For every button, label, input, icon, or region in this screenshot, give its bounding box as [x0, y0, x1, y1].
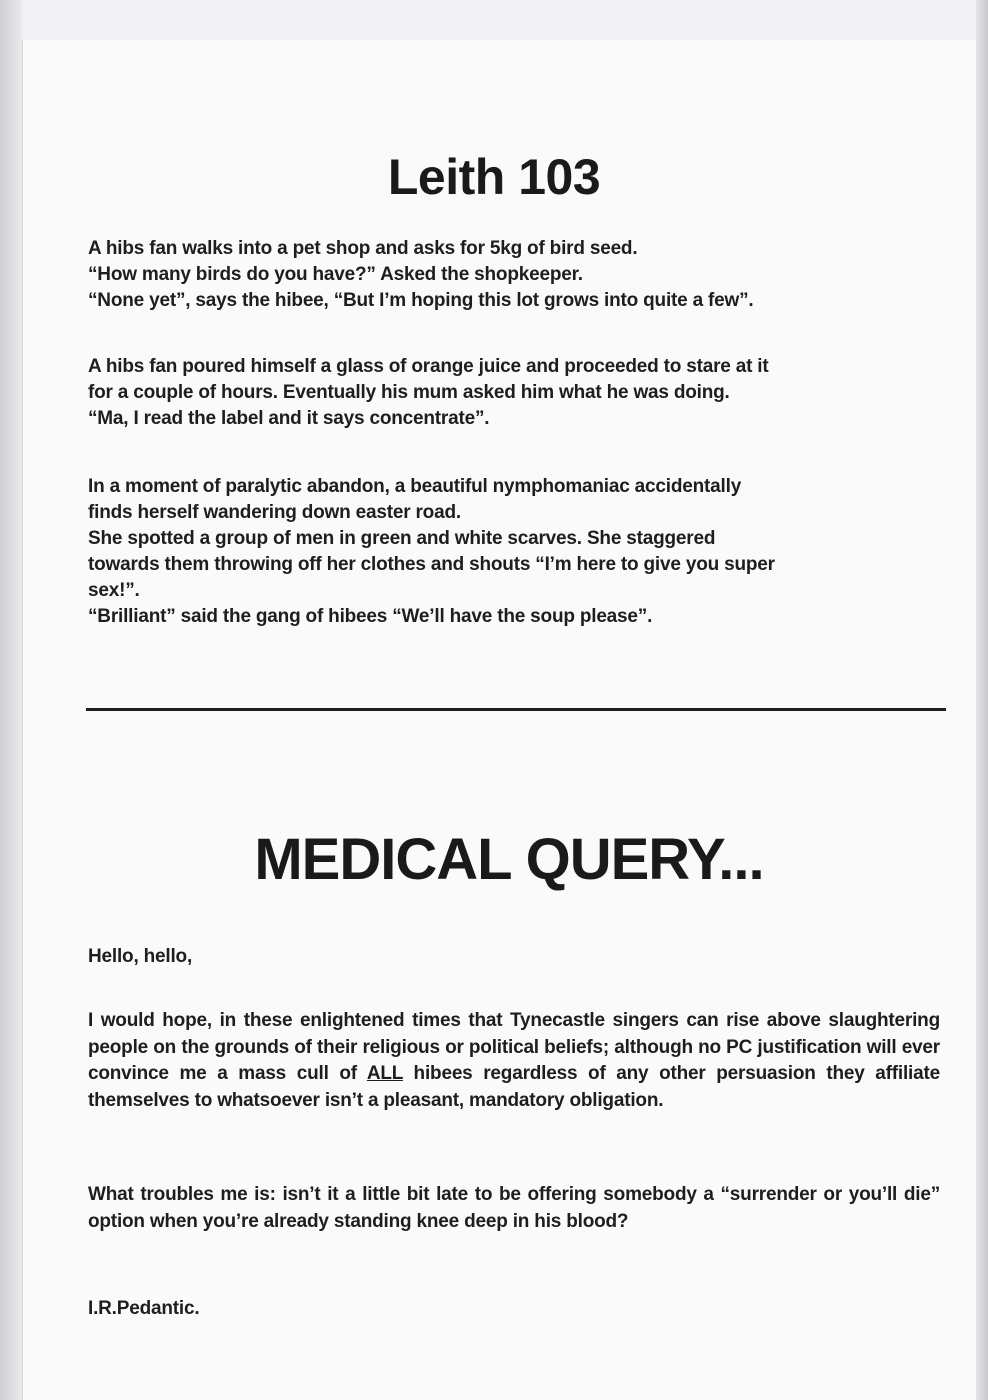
article-title: Leith 103: [387, 149, 601, 205]
joke-three-line: sex!”.: [88, 580, 140, 601]
joke-three-line: In a moment of paralytic abandon, a beautiful nymphomaniac accidentally: [88, 476, 742, 497]
letter-paragraph-one: [88, 1008, 940, 1114]
section-divider: [86, 708, 946, 711]
letter-signature: I.R.Pedantic.: [88, 1298, 200, 1319]
letter-text: hibees regardless of any other persuasion they affiliate themselves to whatsoever isn’t a pleasant, mandatory obligation.: [88, 1063, 940, 1111]
joke-three-line: She spotted a group of men in green and white scarves. She staggered: [88, 528, 716, 549]
section-heading: MEDICAL QUERY...: [254, 827, 764, 892]
joke-three-line: towards them throwing off her clothes and shouts “I’m here to give you super: [88, 554, 775, 575]
joke-one-line: A hibs fan walks into a pet shop and asks for 5kg of bird seed.: [88, 238, 638, 259]
joke-three: [88, 474, 938, 630]
joke-three-line: finds herself wandering down easter road.: [88, 502, 461, 523]
joke-three-line: “Brilliant” said the gang of hibees “We’ll have the soup please”.: [88, 606, 653, 627]
joke-two-line: A hibs fan poured himself a glass of orange juice and proceeded to stare at it: [88, 356, 769, 377]
joke-two-line: “Ma, I read the label and it says concentrate”.: [88, 408, 490, 429]
joke-one-line: “None yet”, says the hibee, “But I’m hoping this lot grows into quite a few”.: [88, 290, 754, 311]
joke-two: [88, 354, 938, 432]
letter-greeting: Hello, hello,: [88, 946, 193, 967]
joke-two-line: for a couple of hours. Eventually his mum asked him what he was doing.: [88, 382, 730, 403]
letter-paragraph-two: What troubles me is: isn’t it a little bit late to be offering somebody a “surrender or you’ll die” option when you’re already standing knee deep in his blood?: [88, 1184, 940, 1232]
joke-one: [88, 236, 938, 314]
letter-text: I would hope, in these enlightened times that Tynecastle singers can rise above slaughtering people on the grounds of their religious or political beliefs; although no PC justification will ever convince me a mass cull of: [88, 1010, 940, 1084]
joke-one-line: “How many birds do you have?” Asked the shopkeeper.: [88, 264, 583, 285]
emphasized-word: ALL: [366, 1063, 403, 1084]
